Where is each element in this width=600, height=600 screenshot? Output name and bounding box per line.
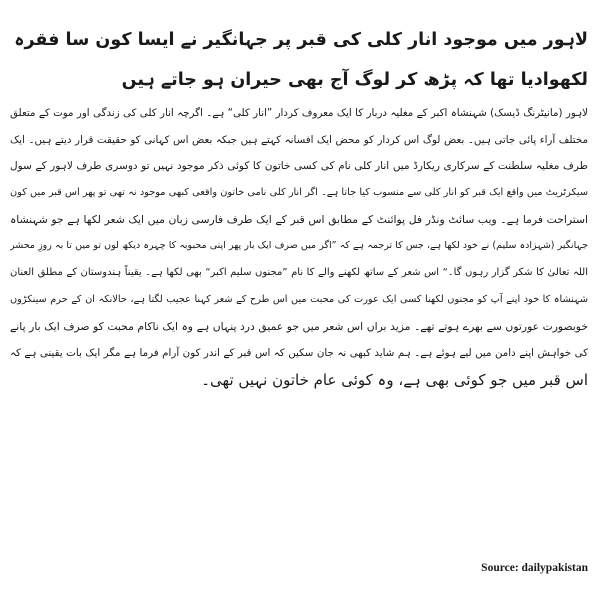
body-line: سیکرٹریٹ میں واقع ایک قبر کو انار کلی سے منسوب کیا جاتا ہے۔ اگر انار کلی نامی خاتون واقعی کبھی موجود نہ تھی تو پھر اس قبر میں کون: [10, 187, 588, 199]
body-line: اس قبر میں جو کوئی بھی ہے، وہ کوئی عام خاتون نہیں تھی۔: [201, 370, 588, 389]
body-line: مختلف آراء پائی جاتی ہیں۔ بعض لوگ اس کردار کو محض ایک افسانہ کہتے ہیں جبکہ بعض اس کہانی کو حقیقت قرار دیتے ہیں۔ ایک: [10, 133, 588, 146]
source-credit: Source: dailypakistan: [481, 562, 588, 574]
body-line: خوبصورت عورتوں سے بھرے ہوتے تھے۔ مزید براں اس شعر میں جو عمیق درد پنہاں ہے وہ ایک ناکام محبت کو صرف ایک بار پانے: [10, 319, 588, 333]
body-line: استراحت فرما ہے۔ ویب سائٹ ونڈر فل پوائنٹ کے مطابق اس قبر کے ایک طرف فارسی زبان میں ایک شعر لکھا ہے جو شہنشاہ: [10, 212, 588, 226]
body-line: طرف مغلیہ سلطنت کے سرکاری ریکارڈ میں انار کلی نام کی کسی خاتون کا کوئی ذکر موجود نہیں تو دوسری طرف لاہور کے سول: [10, 160, 588, 173]
article-body: [10, 100, 588, 394]
body-line: جہانگیر (شہزادہ سلیم) نے خود لکھا ہے، جس کا ترجمہ ہے کہ ”اگر میں صرف ایک بار پھر اپنی محبوبہ کا چہرہ دیکھ لوں تو میں تا بہ روزِ محشر: [10, 240, 588, 252]
body-line: لاہور (مانیٹرنگ ڈیسک) شہنشاہ اکبر کے مغلیہ دربار کا ایک معروف کردار ”انار کلی“ ہے۔ اگرچہ انار کلی کی زندگی اور موت کے متعلق: [10, 107, 588, 119]
body-line: کی خواہش اپنے دامن میں لیے ہوئے ہے۔ ہم شاید کبھی نہ جان سکیں کہ اس قبر کے اندر کون آرام فرما ہے مگر ایک بات یقینی ہے کہ: [10, 347, 588, 360]
body-line: اللہ تعالیٰ کا شکر گزار رہوں گا۔“ اس شعر کے ساتھ لکھنے والے کا نام ”مجنوں سلیم اکبر“ بھی لکھا ہے۔ یقیناً ہندوستان کے مطلق العنان: [10, 267, 588, 279]
body-line: شہنشاہ کا خود اپنے آپ کو مجنوں لکھنا کسی ایک عورت کی محبت میں اس طرح کے شعر کہنا عجیب لگتا ہے، حالانکہ ان کے حرم سینکڑوں: [10, 293, 588, 305]
article-title: لاہور میں موجود انار کلی کی قبر پر جہانگیر نے ایسا کون سا فقرہ لکھوادیا تھا کہ پڑھ کر لوگ آج بھی حیران ہو جاتے ہیں: [14, 30, 588, 90]
